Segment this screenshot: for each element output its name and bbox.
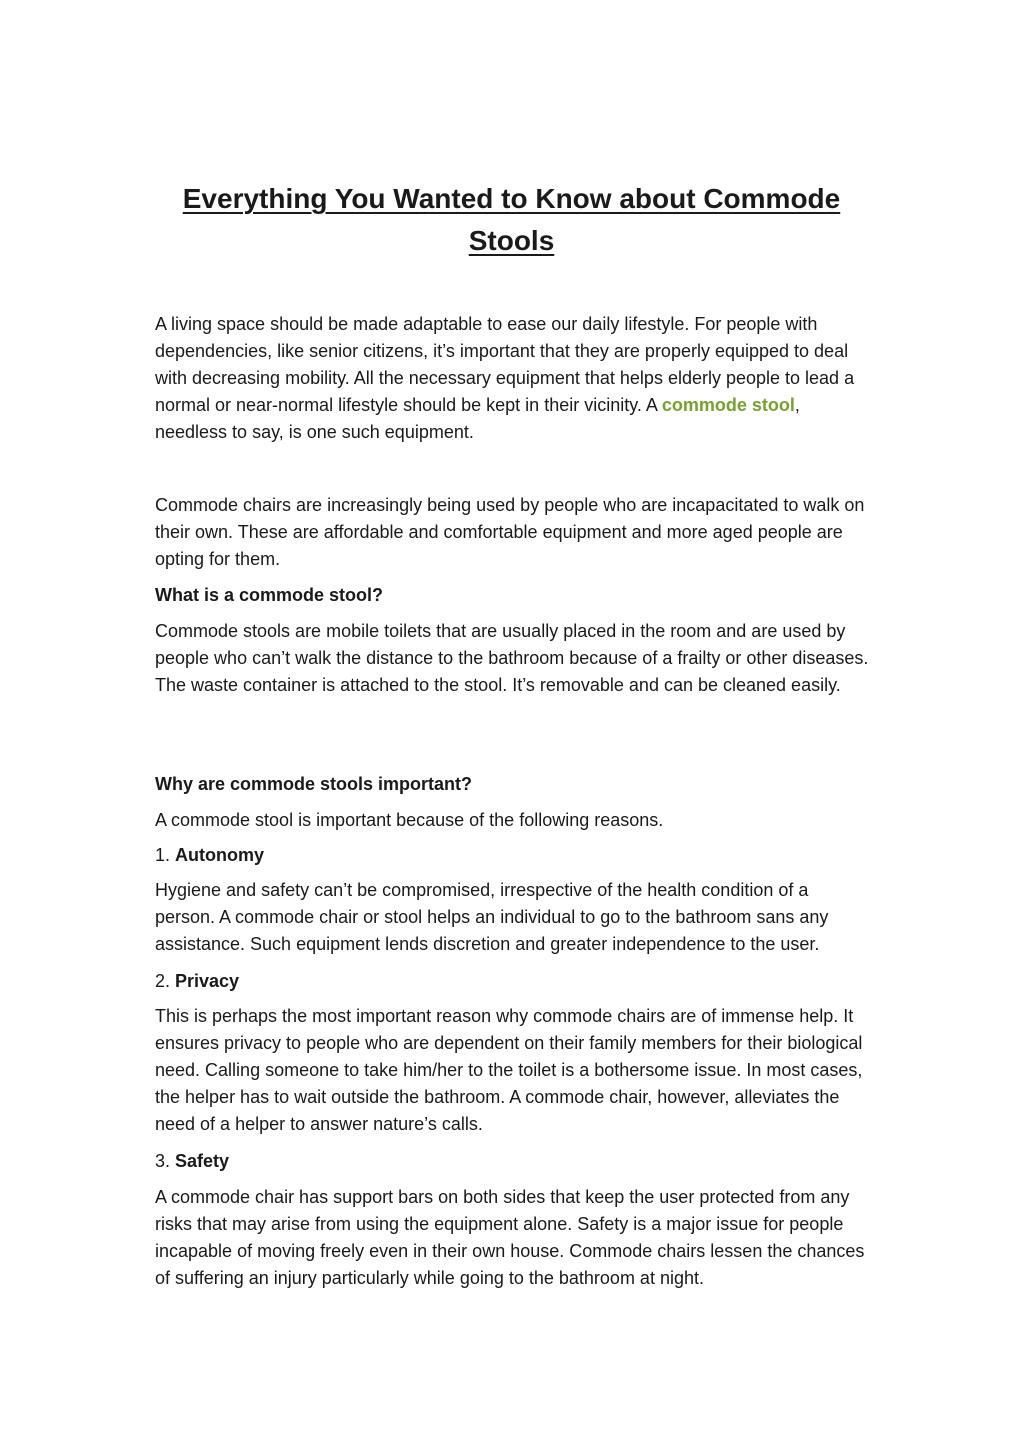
reason-heading-safety	[155, 1148, 871, 1175]
reason-body-safety: A commode chair has support bars on both sides that keep the user protected from any risks that may arise from using the equipment alone. Safety is a major issue for people incapable of moving freely even in their own house. Commode chairs lessen the chances of suffering an injury particularly while going to the bathroom at night.	[155, 1187, 865, 1288]
reason-number: 2.	[155, 971, 176, 991]
why-important-intro: A commode stool is important because of the following reasons.	[155, 810, 664, 830]
title-line-2: Stools	[468, 225, 555, 256]
reason-title: Safety	[175, 1151, 230, 1171]
usage-paragraph: Commode chairs are increasingly being used by people who are incapacitated to walk on their own. These are affordable and comfortable equipment and more aged people are opting for them.	[155, 495, 865, 569]
commode-stool-link[interactable]: commode stool	[661, 395, 795, 415]
title-line-1: Everything You Wanted to Know about Commode	[182, 183, 841, 214]
reason-heading-privacy	[155, 968, 871, 995]
reason-heading-autonomy	[155, 842, 871, 869]
reason-number: 3.	[155, 1151, 176, 1171]
reason-title: Privacy	[175, 971, 240, 991]
reason-body-privacy: This is perhaps the most important reason why commode chairs are of immense help. It ensures privacy to people who are dependent on their family members for their biological need. Calling someone to take him/her to the toilet is a bothersome issue. In most cases, the helper has to wait outside the bathroom. A commode chair, however, alleviates the need of a helper to answer nature’s calls.	[155, 1006, 863, 1134]
what-is-paragraph: Commode stools are mobile toilets that are usually placed in the room and are used by people who can’t walk the distance to the bathroom because of a frailty or other diseases. The waste container is attached to the stool. It’s removable and can be cleaned easily.	[155, 621, 869, 695]
document-title	[150, 178, 873, 262]
reason-number: 1.	[155, 845, 176, 865]
section-heading-why-important: Why are commode stools important?	[155, 774, 473, 794]
reason-title: Autonomy	[175, 845, 265, 865]
reason-body-autonomy: Hygiene and safety can’t be compromised, irrespective of the health condition of a person. A commode chair or stool helps an individual to go to the bathroom sans any assistance. Such equipment lends discretion and greater independence to the user.	[155, 880, 829, 954]
intro-paragraph	[155, 311, 871, 446]
section-heading-what-is: What is a commode stool?	[155, 585, 384, 605]
intro-text-after-link: , needless to say, is one such equipment.	[155, 395, 800, 442]
intro-text-before-link: A living space should be made adaptable to ease our daily lifestyle. For people with dependencies, like senior citizens, it’s important that they are properly equipped to deal with decreasing mobility. All the necessary equipment that helps elderly people to lead a normal or near-normal lifestyle should be kept in their vicinity. A	[155, 314, 855, 415]
